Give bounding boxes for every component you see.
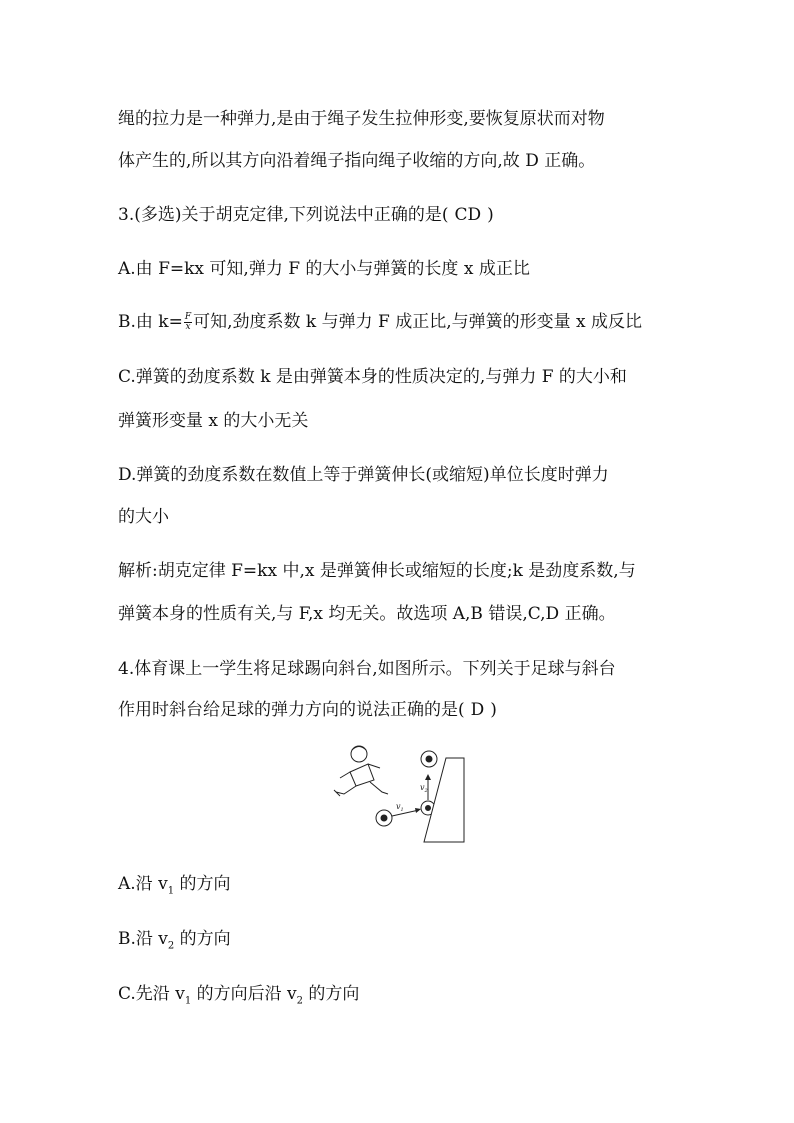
ball-at-foot [376, 810, 392, 826]
option-a-suffix: 的方向 [174, 874, 231, 894]
fraction-numerator: F [184, 312, 192, 322]
option-b-suffix: 可知,劲度系数 k 与弹力 F 成正比,与弹簧的形变量 x 成反比 [193, 312, 643, 332]
option-c-suffix: 的方向 [303, 984, 360, 1004]
solution-line: 体产生的,所以其方向沿着绳子指向绳子收缩的方向,故 D 正确。 [118, 151, 596, 171]
ball-top [421, 751, 437, 767]
kick-ball-figure [326, 744, 476, 846]
option-c [118, 983, 359, 1012]
option-a [118, 873, 230, 902]
v1-arrowhead [415, 808, 421, 813]
v2-arrowhead [425, 774, 431, 780]
option-c-cont: 弹簧形变量 x 的大小无关 [118, 411, 309, 431]
option-c-middle: 的方向后沿 v [191, 984, 297, 1004]
subscript: 2 [167, 940, 175, 952]
question-text: 3.(多选)关于胡克定律,下列说法中正确的是( [118, 205, 449, 225]
option-c-prefix: C.先沿 v [118, 984, 185, 1004]
option-a: A.由 F=kx 可知,弹力 F 的大小与弹簧的长度 x 成正比 [118, 259, 530, 279]
option-d-cont: 的大小 [118, 507, 169, 527]
option-d: D.弹簧的劲度系数在数值上等于弹簧伸长(或缩短)单位长度时弹力 [118, 465, 609, 485]
fraction-denominator: x [185, 322, 191, 332]
solution-line: 绳的拉力是一种弹力,是由于绳子发生拉伸形变,要恢复原状而对物 [118, 109, 605, 129]
option-b-prefix: B.由 k= [118, 312, 183, 332]
option-b [118, 928, 231, 957]
option-b [118, 311, 642, 333]
paren-close: ) [490, 700, 497, 720]
student-figure [334, 746, 388, 796]
option-a-prefix: A.沿 v [118, 874, 168, 894]
v2-label: $v_2$ [420, 783, 428, 794]
question-4-stem-cont [118, 699, 497, 721]
slope-platform [424, 758, 464, 842]
analysis-line: 解析:胡克定律 F=kx 中,x 是弹簧伸长或缩短的长度;k 是劲度系数,与 [118, 561, 636, 581]
question-4-stem: 4.体育课上一学生将足球踢向斜台,如图所示。下列关于足球与斜台 [118, 659, 616, 679]
subscript: 1 [184, 995, 192, 1007]
subscript: 1 [167, 885, 175, 897]
question-text: 作用时斜台给足球的弹力方向的说法正确的是( [118, 700, 465, 720]
fraction-f-over-x [184, 313, 192, 332]
option-b-suffix: 的方向 [174, 929, 231, 949]
paren-close: ) [487, 205, 494, 225]
answer: D [470, 700, 485, 720]
subscript: 2 [296, 995, 303, 1007]
answer: CD [454, 205, 482, 225]
option-b-prefix: B.沿 v [118, 929, 168, 949]
question-3-stem [118, 204, 494, 226]
v1-label: $v_1$ [396, 802, 404, 813]
option-c: C.弹簧的劲度系数 k 是由弹簧本身的性质决定的,与弹力 F 的大小和 [118, 367, 627, 387]
analysis-line: 弹簧本身的性质有关,与 F,x 均无关。故选项 A,B 错误,C,D 正确。 [118, 604, 616, 624]
